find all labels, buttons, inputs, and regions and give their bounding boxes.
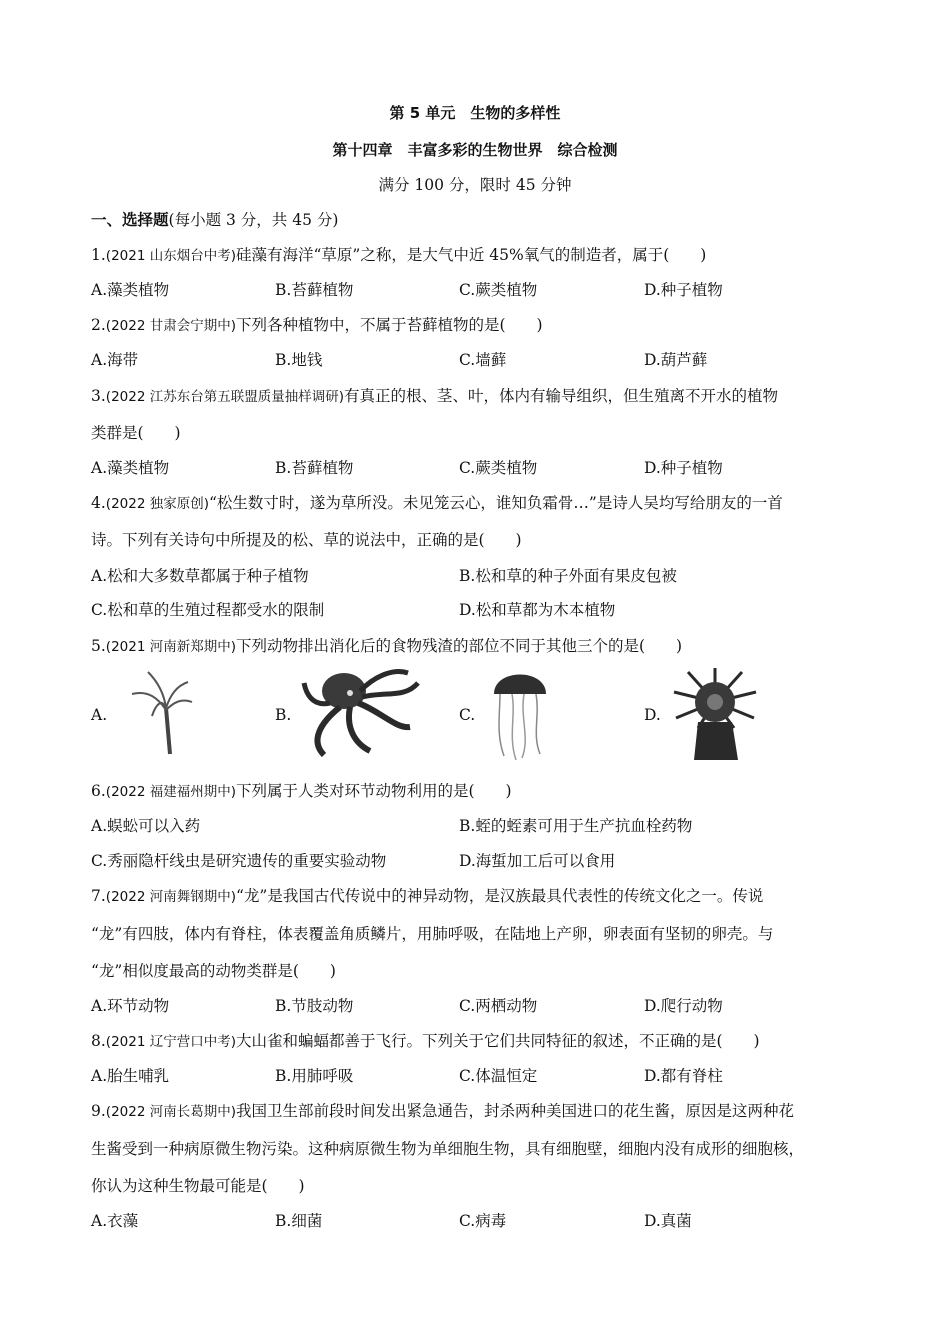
- question-7-line-3: “龙”相似度最高的动物类群是( ): [91, 962, 336, 980]
- unit-title: 第 5 单元 生物的多样性: [389, 104, 561, 122]
- q5-option-c-label: C.: [459, 706, 476, 724]
- q6-option-a: A.蜈蚣可以入药: [91, 817, 201, 835]
- question-7: 7.(2022 河南舞钢期中)“龙”是我国古代传说中的神异动物，是汉族最具代表性的传统文化之一。传说: [91, 887, 764, 905]
- q8-option-b: B.用肺呼吸: [275, 1067, 354, 1085]
- q8-option-d: D.都有脊柱: [644, 1067, 723, 1085]
- q2-option-c: C.墙藓: [459, 351, 507, 369]
- question-3: 3.(2022 江苏东台第五联盟质量抽样调研)有真正的根、茎、叶，体内有输导组织，但生殖离不开水的植物: [91, 387, 778, 405]
- q5-option-a-label: A.: [91, 706, 108, 724]
- q8-option-c: C.体温恒定: [459, 1067, 538, 1085]
- section-title: 一、选择题: [91, 211, 169, 229]
- chapter-title: 第十四章 丰富多彩的生物世界 综合检测: [332, 141, 618, 159]
- q7-option-b: B.节肢动物: [275, 997, 354, 1015]
- q9-option-a: A.衣藻: [91, 1212, 139, 1230]
- octopus-image: [300, 663, 425, 763]
- question-2: 2.(2022 甘肃会宁期中)下列各种植物中，不属于苔藓植物的是( ): [91, 316, 543, 334]
- q6-option-c: C.秀丽隐杆线虫是研究遗传的重要实验动物: [91, 852, 387, 870]
- q1-option-c: C.蕨类植物: [459, 281, 538, 299]
- q3-option-b: B.苔藓植物: [275, 459, 354, 477]
- q9-option-b: B.细菌: [275, 1212, 323, 1230]
- q5-option-d-label: D.: [644, 706, 661, 724]
- q6-option-b: B.蛭的蛭素可用于生产抗血栓药物: [459, 817, 693, 835]
- q3-option-d: D.种子植物: [644, 459, 723, 477]
- question-source: (2021 辽宁营口中考): [105, 1034, 236, 1050]
- q1-option-d: D.种子植物: [644, 281, 723, 299]
- sea-anemone-image: [668, 664, 763, 764]
- q3-option-a: A.藻类植物: [91, 459, 170, 477]
- q4-option-d: D.松和草都为木本植物: [459, 601, 616, 619]
- hydra-image: [118, 668, 198, 758]
- question-9: 9.(2022 河南长葛期中)我国卫生部前段时间发出紧急通告，封杀两种美国进口的花生酱，原因是这两种花: [91, 1102, 794, 1120]
- q7-option-c: C.两栖动物: [459, 997, 538, 1015]
- q2-option-b: B.地钱: [275, 351, 323, 369]
- section-heading: [91, 208, 338, 230]
- q1-option-a: A.藻类植物: [91, 281, 170, 299]
- question-1: 1.(2021 山东烟台中考)硅藻有海洋“草原”之称，是大气中近 45%氧气的制造者，属于( ): [91, 246, 707, 264]
- question-source: (2021 山东烟台中考): [105, 248, 236, 264]
- q4-option-b: B.松和草的种子外面有果皮包被: [459, 567, 677, 585]
- question-source: (2022 独家原创): [105, 496, 209, 512]
- question-source: (2022 河南舞钢期中): [105, 889, 236, 905]
- question-source: (2022 河南长葛期中): [105, 1104, 236, 1120]
- question-6: 6.(2022 福建福州期中)下列属于人类对环节动物利用的是( ): [91, 782, 512, 800]
- question-8: 8.(2021 辽宁营口中考)大山雀和蝙蝠都善于飞行。下列关于它们共同特征的叙述，不正确的是( ): [91, 1032, 760, 1050]
- q7-option-d: D.爬行动物: [644, 997, 723, 1015]
- question-7-line-2: “龙”有四肢，体内有脊柱，体表覆盖角质鳞片，用肺呼吸，在陆地上产卵，卵表面有坚韧的卵壳。与: [91, 925, 774, 943]
- q4-option-c: C.松和草的生殖过程都受水的限制: [91, 601, 325, 619]
- question-5: 5.(2021 河南新郑期中)下列动物排出消化后的食物残渣的部位不同于其他三个的是( ): [91, 637, 683, 655]
- question-9-line-3: 你认为这种生物最可能是( ): [91, 1177, 305, 1195]
- question-4: 4.(2022 独家原创)“松生数寸时，遂为草所没。未见笼云心，谁知负霜骨…”是诗人吴均写给朋友的一首: [91, 494, 783, 512]
- score-info: 满分 100 分，限时 45 分钟: [378, 176, 572, 194]
- question-source: (2022 甘肃会宁期中): [105, 318, 236, 334]
- question-3-line-2: 类群是( ): [91, 424, 181, 442]
- q4-option-a: A.松和大多数草都属于种子植物: [91, 567, 309, 585]
- q8-option-a: A.胎生哺乳: [91, 1067, 170, 1085]
- q7-option-a: A.环节动物: [91, 997, 170, 1015]
- section-note: (每小题 3 分，共 45 分): [168, 211, 339, 229]
- q1-option-b: B.苔藓植物: [275, 281, 354, 299]
- question-source: (2021 河南新郑期中): [105, 639, 236, 655]
- q5-option-b-label: B.: [275, 706, 292, 724]
- q2-option-a: A.海带: [91, 351, 139, 369]
- question-source: (2022 江苏东台第五联盟质量抽样调研): [105, 389, 344, 405]
- question-4-line-2: 诗。下列有关诗句中所提及的松、草的说法中，正确的是( ): [91, 531, 522, 549]
- q9-option-c: C.病毒: [459, 1212, 507, 1230]
- jellyfish-image: [486, 664, 556, 762]
- q3-option-c: C.蕨类植物: [459, 459, 538, 477]
- q2-option-d: D.葫芦藓: [644, 351, 708, 369]
- question-9-line-2: 生酱受到一种病原微生物污染。这种病原微生物为单细胞生物，具有细胞壁，细胞内没有成形的细胞核，: [91, 1140, 805, 1158]
- q6-option-d: D.海蜇加工后可以食用: [459, 852, 616, 870]
- q9-option-d: D.真菌: [644, 1212, 692, 1230]
- question-source: (2022 福建福州期中): [105, 784, 236, 800]
